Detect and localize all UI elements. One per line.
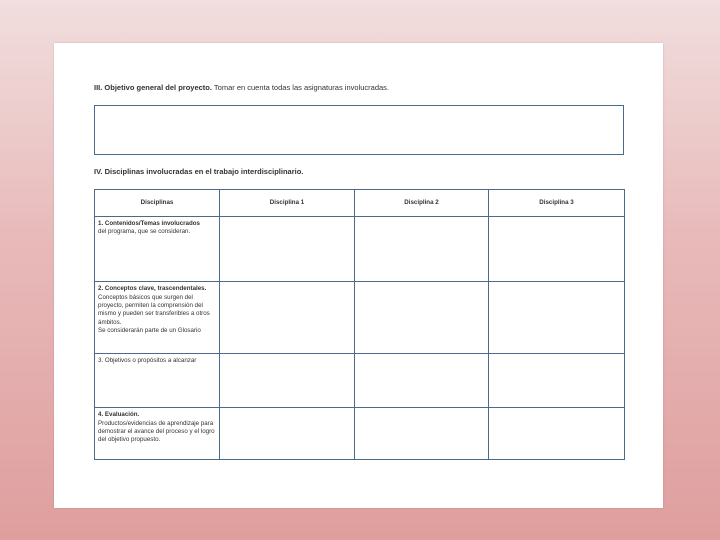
row-label-evaluacion (95, 408, 220, 460)
table-cell[interactable] (355, 282, 489, 354)
row-title: 1. Contenidos/Temas involucrados (98, 220, 200, 227)
row-note: Se considerarán parte de un Glosario (98, 327, 201, 335)
table-cell[interactable] (355, 217, 489, 282)
header-disciplina-2: Disciplina 2 (355, 190, 489, 217)
section-4-label: IV. Disciplinas involucradas en el trabajo interdisciplinario. (94, 167, 304, 176)
table-row (95, 354, 625, 408)
table-cell[interactable] (489, 408, 625, 460)
table-cell[interactable] (220, 217, 355, 282)
row-title: 2. Conceptos clave, trascendentales. (98, 285, 207, 293)
row-label-conceptos (95, 282, 220, 354)
table-row (95, 217, 625, 282)
row-title: 3. Objetivos o propósitos a alcanzar (98, 357, 197, 365)
header-disciplina-1: Disciplina 1 (220, 190, 355, 217)
row-description: Conceptos básicos que surgen del proyecto, permiten la comprensión del mismo y pueden ser transferibles a otros ámbitos. (98, 293, 210, 326)
row-label-contenidos (95, 217, 220, 282)
document-page (54, 43, 663, 508)
table-cell[interactable] (355, 408, 489, 460)
row-label-objetivos (95, 354, 220, 408)
table-cell[interactable] (220, 408, 355, 460)
table-cell[interactable] (220, 354, 355, 408)
header-disciplinas: Disciplinas (95, 190, 220, 217)
row-description: del programa, que se consideran. (98, 228, 191, 236)
table-row (95, 408, 625, 460)
section-4-heading (94, 167, 303, 176)
row-description: Productos/evidencias de aprendizaje para demostrar el avance del proceso y el logro del objetivo propuesto. (98, 419, 215, 444)
section-3-text: Tomar en cuenta todas las asignaturas involucradas. (211, 83, 390, 92)
disciplines-table (94, 189, 625, 460)
table-row (95, 282, 625, 354)
table-cell[interactable] (220, 282, 355, 354)
table-header-row (95, 190, 625, 217)
table-cell[interactable] (489, 354, 625, 408)
objective-input-box[interactable] (94, 105, 624, 155)
table-cell[interactable] (355, 354, 489, 408)
table-cell[interactable] (489, 282, 625, 354)
row-title: 4. Evaluación. (98, 411, 140, 419)
section-3-label: III. Objetivo general del proyecto. (94, 83, 212, 92)
section-3-heading (94, 83, 389, 92)
table-cell[interactable] (489, 217, 625, 282)
header-disciplina-3: Disciplina 3 (489, 190, 625, 217)
